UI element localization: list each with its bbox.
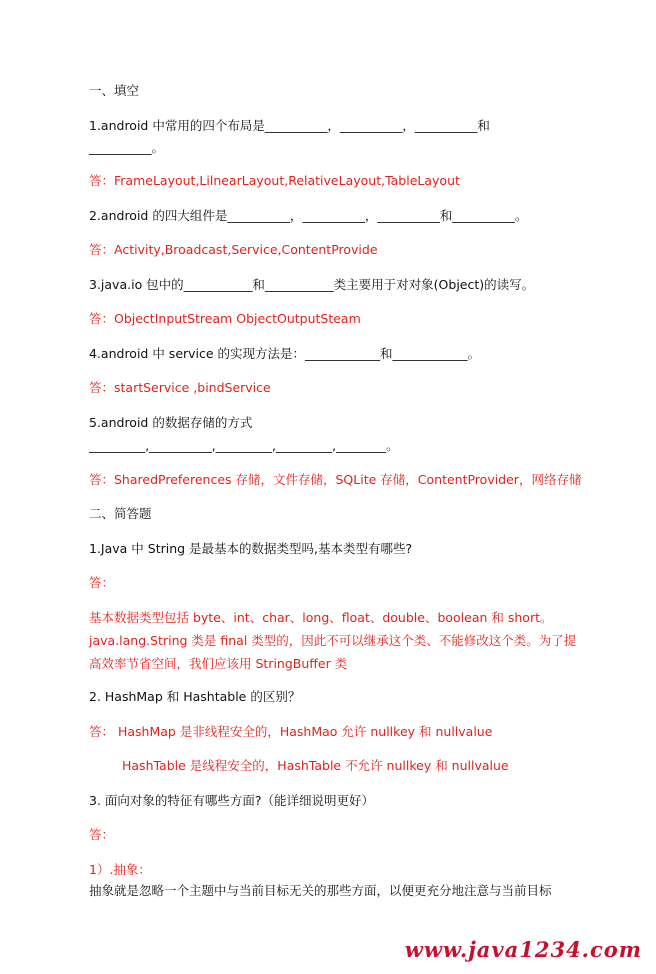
short-answer-1-line-3: 高效率节省空间，我们应该用 StringBuffer 类 (89, 656, 348, 671)
question-5: 5.android 的数据存储的方式 (89, 415, 253, 430)
question-1-continued: __________。 (89, 140, 165, 155)
short-answer-3-text-1: 抽象就是忽略一个主题中与当前目标无关的那些方面，以便更充分地注意与当前目标 (89, 883, 552, 898)
section-title-fill-in: 一、填空 (89, 83, 140, 98)
answer-4: 答：startService ,bindService (89, 380, 271, 395)
answer-3: 答：ObjectInputStream ObjectOutputSteam (89, 311, 361, 326)
question-5-continued: _________,__________,_________,_________,________。 (89, 438, 399, 453)
short-answer-2-line-1: 答： HashMap 是非线程安全的，HashMao 允许 nullkey 和 nullvalue (89, 724, 493, 739)
short-answer-3-point-1: 1）.抽象： (89, 862, 151, 877)
section-title-short-answer: 二、简答题 (89, 506, 152, 521)
answer-2: 答：Activity,Broadcast,Service,ContentProvide (89, 242, 378, 257)
short-answer-1-line-1: 基本数据类型包括 byte、int、char、long、float、double、boolean 和 short。 (89, 610, 553, 625)
short-answer-3-label: 答： (89, 827, 115, 842)
short-answer-1-label: 答： (89, 575, 115, 590)
question-1: 1.android 中常用的四个布局是__________，__________，__________和 (89, 118, 490, 133)
answer-5: 答：SharedPreferences 存储，文件存储，SQLite 存储，ContentProvider，网络存储 (89, 472, 582, 487)
short-question-1: 1.Java 中 String 是最基本的数据类型吗,基本类型有哪些? (89, 541, 413, 556)
answer-1: 答：FrameLayout,LilnearLayout,RelativeLayout,TableLayout (89, 173, 460, 188)
question-4: 4.android 中 service 的实现方法是：____________和____________。 (89, 346, 481, 361)
short-question-2: 2. HashMap 和 Hashtable 的区别？ (89, 689, 301, 704)
short-answer-1-line-2: java.lang.String 类是 final 类型的，因此不可以继承这个类、不能修改这个类。为了提 (89, 633, 577, 648)
short-answer-2-line-2: HashTable 是线程安全的，HashTable 不允许 nullkey 和 nullvalue (122, 758, 509, 773)
question-3: 3.java.io 包中的___________和___________类主要用于对对象(Object)的读写。 (89, 277, 535, 292)
site-watermark: www.java1234.com (404, 937, 642, 962)
question-2: 2.android 的四大组件是__________，__________，__________和__________。 (89, 208, 528, 223)
short-question-3: 3. 面向对象的特征有哪些方面?（能详细说明更好） (89, 793, 375, 808)
